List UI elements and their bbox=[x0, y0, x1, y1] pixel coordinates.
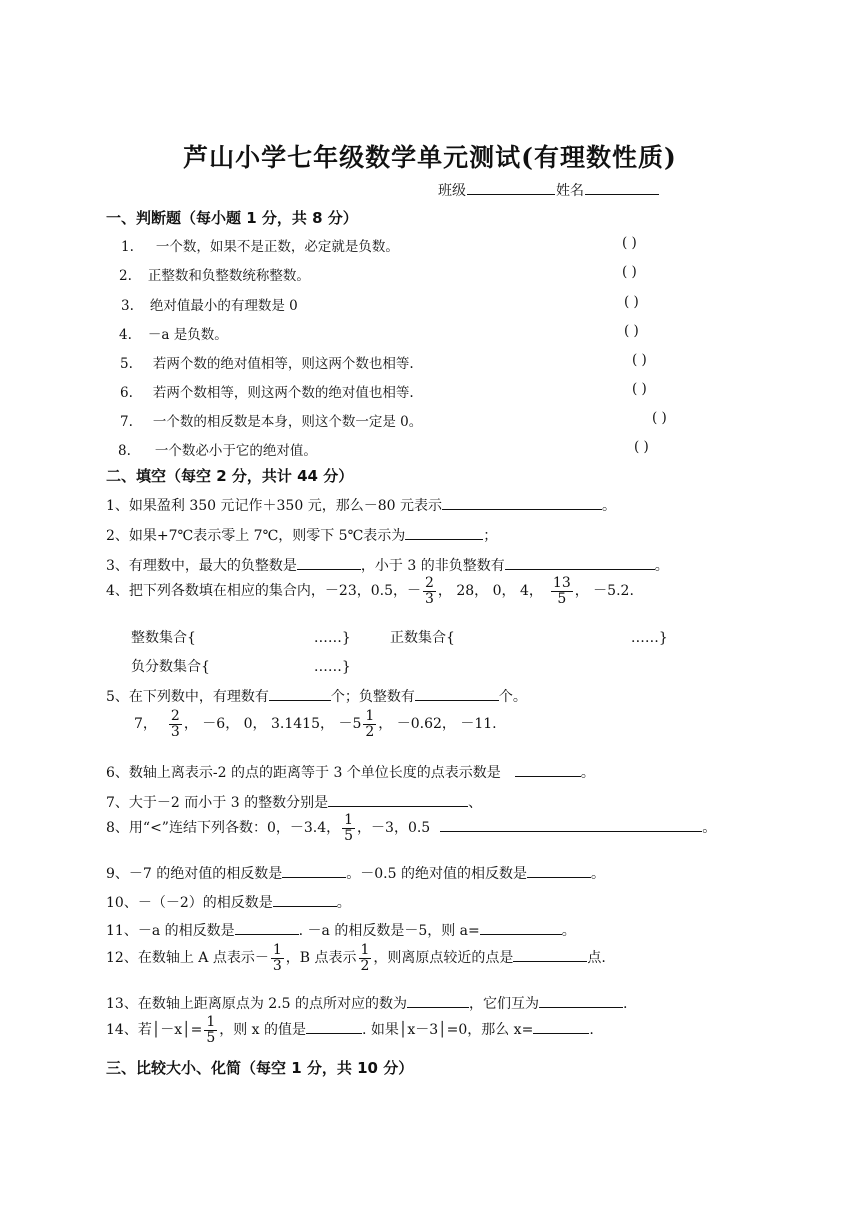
fill-q7: 7、大于－2 而小于 3 的整数分别是 、 bbox=[106, 795, 483, 811]
answer-blank[interactable] bbox=[269, 688, 331, 701]
judge-answer-4[interactable]: ( ) bbox=[624, 323, 639, 339]
section2-heading: 二、填空（每空 2 分，共计 44 分） bbox=[106, 467, 354, 485]
answer-blank[interactable] bbox=[539, 995, 623, 1008]
fraction: $\frac{1}{5}$ bbox=[206, 1014, 216, 1046]
fill-q14: 14、若│－x│= $\frac{1}{5}$ ，则 x 的值是 . 如果│x－3│=0，那么 x= . bbox=[106, 1014, 594, 1046]
judge-answer-1[interactable]: ( ) bbox=[622, 235, 637, 251]
judge-item-2: 2. 正整数和负整数统称整数。 bbox=[119, 268, 310, 284]
answer-blank[interactable] bbox=[282, 865, 346, 878]
fill-q6: 6、数轴上离表示-2 的点的距离等于 3 个单位长度的点表示数是 。 bbox=[106, 765, 595, 781]
name-label: 姓名 bbox=[556, 183, 584, 199]
answer-blank[interactable] bbox=[405, 527, 483, 540]
fraction: $\frac{2}{3}$ bbox=[425, 575, 434, 607]
judge-item-8: 8. 一个数必小于它的绝对值。 bbox=[118, 443, 317, 459]
fraction: $\frac{1}{2}$ bbox=[365, 708, 375, 740]
fill-q5-numbers: 7， $\frac{2}{3}$ ， －6， 0， 3.1415， －5 $\frac{1}{2}$ ， －0.62， －11. bbox=[134, 708, 497, 740]
answer-blank[interactable] bbox=[306, 1021, 362, 1034]
fill-q2: 2、如果+7℃表示零上 7℃，则零下 5℃表示为 ； bbox=[106, 528, 498, 544]
judge-item-4: 4. －a 是负数。 bbox=[119, 327, 228, 343]
judge-answer-3[interactable]: ( ) bbox=[624, 294, 639, 310]
fraction: $\frac{13}{5}$ bbox=[552, 575, 571, 607]
judge-answer-2[interactable]: ( ) bbox=[622, 264, 637, 280]
fraction: $\frac{1}{3}$ bbox=[272, 942, 282, 974]
answer-blank[interactable] bbox=[273, 894, 337, 907]
answer-blank[interactable] bbox=[328, 794, 468, 807]
answer-blank[interactable] bbox=[440, 819, 702, 832]
fill-q10: 10、－（－2）的相反数是 。 bbox=[106, 895, 351, 911]
section1-heading: 一、判断题（每小题 1 分，共 8 分） bbox=[106, 209, 358, 227]
fill-q4: 4、把下列各数填在相应的集合内，－23，0.5，－ $\frac{2}{3}$ ， 28， 0， 4， $\frac{13}{5}$ ， －5.2. bbox=[106, 575, 634, 607]
answer-blank[interactable] bbox=[527, 865, 591, 878]
class-blank[interactable] bbox=[467, 180, 555, 195]
fill-q11: 11、－a 的相反数是 . －a 的相反数是－5，则 a= 。 bbox=[106, 923, 576, 939]
judge-item-3: 3. 绝对值最小的有理数是 0 bbox=[121, 298, 298, 314]
answer-blank[interactable] bbox=[407, 995, 469, 1008]
set-positives: 正数集合{ ……} bbox=[390, 630, 668, 646]
set-negative-fractions: 负分数集合{ ……} bbox=[131, 659, 351, 675]
set-integers: 整数集合{ ……} bbox=[131, 630, 351, 646]
fill-q1: 1、如果盈利 350 元记作＋350 元，那么－80 元表示 。 bbox=[106, 498, 616, 514]
fraction: $\frac{1}{5}$ bbox=[344, 812, 354, 844]
fill-q9: 9、－7 的绝对值的相反数是 。－0.5 的绝对值的相反数是 。 bbox=[106, 866, 605, 882]
judge-item-6: 6. 若两个数相等，则这两个数的绝对值也相等. bbox=[120, 385, 414, 401]
judge-item-5: 5. 若两个数的绝对值相等，则这两个数也相等. bbox=[120, 356, 414, 372]
judge-answer-5[interactable]: ( ) bbox=[632, 352, 647, 368]
fraction: $\frac{2}{3}$ bbox=[170, 708, 180, 740]
fraction: $\frac{1}{2}$ bbox=[360, 942, 370, 974]
fill-q3: 3、有理数中，最大的负整数是 ，小于 3 的非负整数有 。 bbox=[106, 558, 669, 574]
section3-heading: 三、比较大小、化简（每空 1 分，共 10 分） bbox=[106, 1059, 414, 1077]
judge-item-1: 1. 一个数，如果不是正数，必定就是负数。 bbox=[121, 239, 399, 255]
answer-blank[interactable] bbox=[297, 557, 361, 570]
fill-q12: 12、在数轴上 A 点表示－ $\frac{1}{3}$ ，B 点表示 $\frac{1}{2}$ ，则离原点较近的点是 点. bbox=[106, 942, 606, 974]
class-name-line bbox=[438, 180, 660, 200]
name-blank[interactable] bbox=[585, 180, 659, 195]
judge-answer-7[interactable]: ( ) bbox=[652, 410, 667, 426]
answer-blank[interactable] bbox=[415, 688, 499, 701]
answer-blank[interactable] bbox=[513, 949, 587, 962]
answer-blank[interactable] bbox=[442, 497, 602, 510]
answer-blank[interactable] bbox=[533, 1021, 589, 1034]
page-title: 芦山小学七年级数学单元测试(有理数性质) bbox=[183, 143, 677, 172]
fill-q8: 8、用“<”连结下列各数：0，－3.4， $\frac{1}{5}$ ，－3，0.5 。 bbox=[106, 812, 717, 844]
fill-q5: 5、在下列数中，有理数有 个；负整数有 个。 bbox=[106, 689, 527, 705]
answer-blank[interactable] bbox=[480, 922, 562, 935]
judge-answer-8[interactable]: ( ) bbox=[634, 439, 649, 455]
fill-q13: 13、在数轴上距离原点为 2.5 的点所对应的数为 ，它们互为 . bbox=[106, 996, 628, 1012]
judge-answer-6[interactable]: ( ) bbox=[632, 381, 647, 397]
answer-blank[interactable] bbox=[505, 557, 655, 570]
answer-blank[interactable] bbox=[235, 922, 299, 935]
class-label: 班级 bbox=[438, 183, 466, 199]
judge-item-7: 7. 一个数的相反数是本身，则这个数一定是 0。 bbox=[120, 414, 423, 430]
answer-blank[interactable] bbox=[515, 764, 581, 777]
